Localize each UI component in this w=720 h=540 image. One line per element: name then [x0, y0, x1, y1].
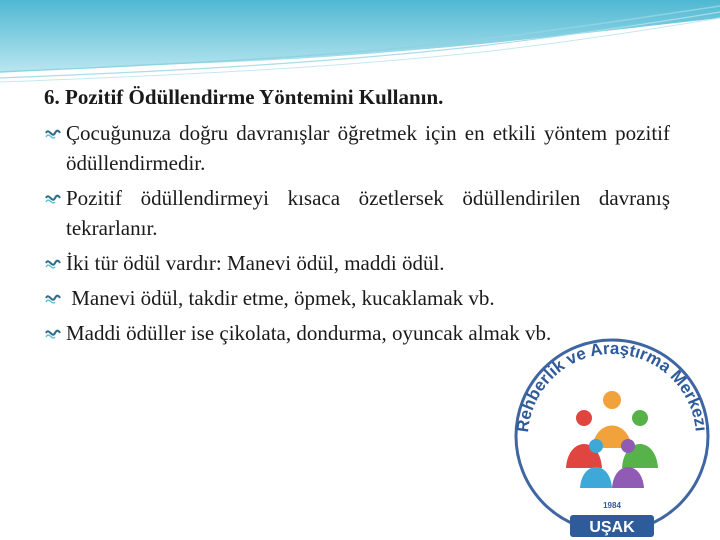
logo-year: 1984	[603, 501, 621, 510]
slide-title: 6. Pozitif Ödüllendirme Yöntemini Kullanın.	[44, 85, 444, 109]
slide-content	[44, 84, 670, 353]
bullet-text: Manevi ödül, takdir etme, öpmek, kucaklamak vb.	[66, 286, 495, 310]
bullet-wave-icon	[44, 291, 64, 305]
bullet-wave-icon	[44, 256, 64, 270]
header-wave-decoration	[0, 0, 720, 90]
bullet-wave-icon	[44, 191, 64, 205]
bullet-text: İki tür ödül vardır: Manevi ödül, maddi ödül.	[66, 251, 445, 275]
bullet-wave-icon	[44, 126, 64, 140]
bullet-item	[44, 248, 670, 278]
bullet-text: Çocuğunuza doğru davranışlar öğretmek için en etkili yöntem pozitif ödüllendirmedir.	[66, 121, 670, 175]
bullet-list	[44, 118, 670, 348]
bullet-item	[44, 183, 670, 243]
bullet-item	[44, 118, 670, 178]
bullet-text: Pozitif ödüllendirmeyi kısaca özetlersek ödüllendirilen davranış tekrarlanır.	[66, 186, 670, 240]
logo-city: UŞAK	[589, 519, 635, 536]
bullet-item	[44, 283, 670, 313]
bullet-text: Maddi ödüller ise çikolata, dondurma, oyuncak almak vb.	[66, 321, 552, 345]
logo-arc-text: Rehberlik ve Araştırma Merkezi	[513, 338, 711, 434]
ram-logo	[500, 318, 720, 540]
bullet-wave-icon	[44, 326, 64, 340]
